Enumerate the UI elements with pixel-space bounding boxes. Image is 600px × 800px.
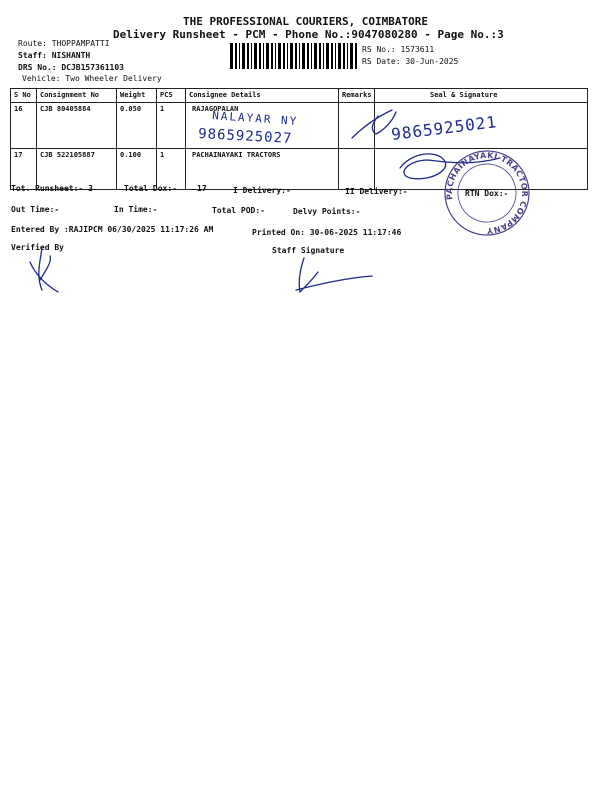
staff-signature bbox=[296, 258, 372, 292]
staff-signature-label: Staff Signature bbox=[272, 246, 345, 255]
i-delivery: I Delivery:- bbox=[233, 186, 291, 195]
row-consignee: RAJAGOPALAN bbox=[186, 103, 339, 149]
in-time: In Time:- bbox=[114, 205, 158, 214]
runsheet-subtitle: Delivery Runsheet - PCM - Phone No.:9047080280 - Page No.:3 bbox=[113, 28, 504, 41]
stamp-text: PACHAINAYAKI TRACTOR COMPANY bbox=[444, 150, 530, 236]
company-title: THE PROFESSIONAL COURIERS, COIMBATORE bbox=[183, 15, 429, 28]
verified-by: Verified By bbox=[11, 243, 64, 252]
row-consignment: CJB 80405884 bbox=[37, 103, 117, 149]
header-consignment: Consignment No bbox=[37, 89, 117, 103]
header-weight: Weight bbox=[117, 89, 157, 103]
rs-number: RS No.: 1573611 bbox=[362, 45, 435, 54]
rs-date: RS Date: 30-Jun-2025 bbox=[362, 57, 459, 66]
handwritten-name: NALAYAR NY bbox=[211, 109, 299, 129]
delvy-points: Delvy Points:- bbox=[293, 207, 361, 216]
handwritten-phone: 9865925027 bbox=[197, 126, 293, 147]
barcode-image bbox=[230, 43, 357, 69]
tot-runsheet: Tot. Runsheet:- 3 bbox=[11, 184, 93, 193]
row-sno: 16 bbox=[11, 103, 37, 149]
total-dox-value: 17 bbox=[197, 184, 207, 193]
vehicle-label: Vehicle: Two Wheeler Delivery bbox=[22, 74, 162, 83]
row-remarks bbox=[339, 149, 375, 190]
total-dox-label: Total Dox:- bbox=[124, 184, 177, 193]
entered-by: Entered By :RAJIPCM 06/30/2025 11:17:26 AM bbox=[11, 225, 214, 234]
table-row bbox=[11, 149, 588, 190]
printed-on: Printed On: 30-06-2025 11:17:46 bbox=[252, 228, 402, 237]
route-label: Route: THOPPAMPATTI bbox=[18, 39, 110, 48]
table-row bbox=[11, 103, 588, 149]
row-sno: 17 bbox=[11, 149, 37, 190]
row-seal bbox=[375, 103, 588, 149]
staff-label: Staff: NISHANTH bbox=[18, 51, 91, 60]
drs-number: DRS No.: DCJB157361103 bbox=[18, 63, 124, 72]
row-seal bbox=[375, 149, 588, 190]
verified-signature bbox=[30, 248, 58, 292]
row-consignment: CJB 522105887 bbox=[37, 149, 117, 190]
row-remarks bbox=[339, 103, 375, 149]
row-weight: 0.050 bbox=[117, 103, 157, 149]
header-consignee: Consignee Details bbox=[186, 89, 339, 103]
out-time: Out Time:- bbox=[11, 205, 60, 214]
runsheet-table bbox=[10, 88, 588, 190]
total-pod: Total POD:- bbox=[212, 206, 265, 215]
header-pcs: PCS bbox=[157, 89, 186, 103]
header-remarks: Remarks bbox=[339, 89, 375, 103]
row-pcs: 1 bbox=[157, 103, 186, 149]
header-sno: S No bbox=[11, 89, 37, 103]
ii-delivery: II Delivery:- bbox=[345, 187, 408, 196]
row-weight: 0.100 bbox=[117, 149, 157, 190]
row-pcs: 1 bbox=[157, 149, 186, 190]
handwritten-phone-seal: 9865925021 bbox=[390, 112, 499, 144]
row-consignee: PACHAINAYAKI TRACTORS bbox=[186, 149, 339, 190]
rtn-dox: RTN Dox:- bbox=[465, 189, 509, 198]
header-seal: Seal & Signature bbox=[375, 89, 588, 103]
